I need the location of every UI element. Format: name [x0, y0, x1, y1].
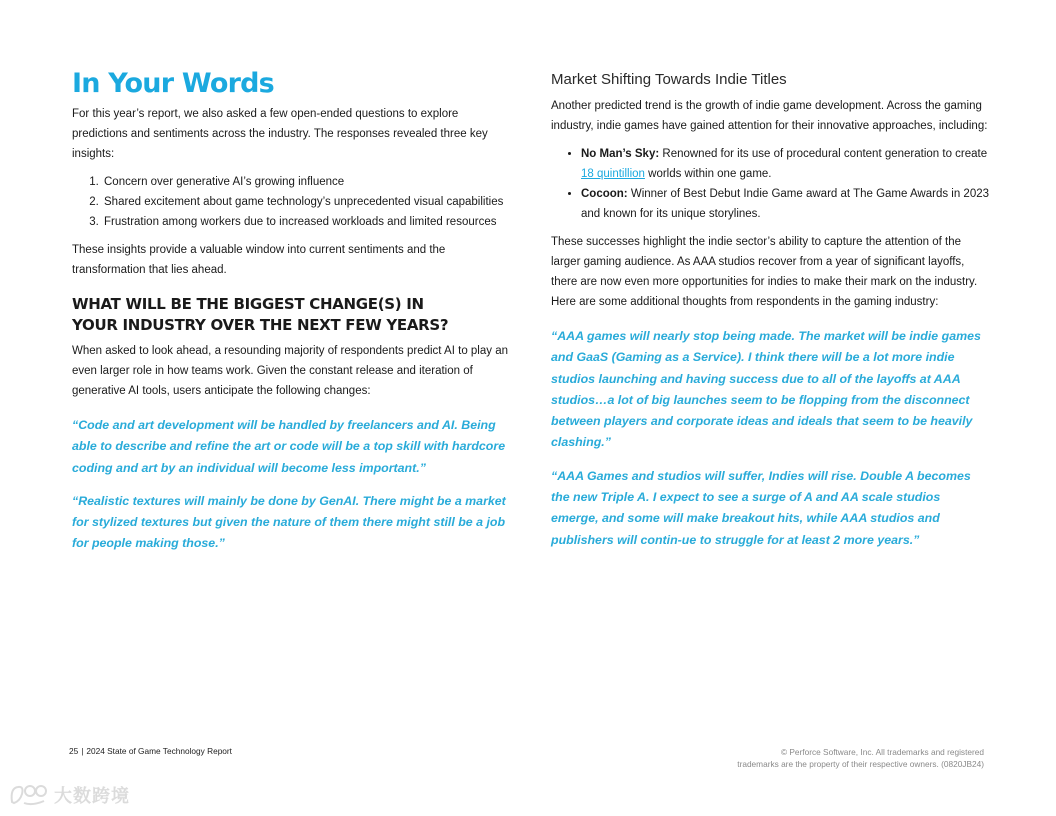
copyright-line-1: © Perforce Software, Inc. All trademarks and registered [780, 747, 984, 757]
quote-freelancers-ai: “Code and art development will be handled by freelancers and AI. Being able to describe and refine the art or code will be a top skill with hardcore coding and art by an individual will become less important.” [72, 418, 506, 475]
additional-thoughts: Here are some additional thoughts from respondents in the gaming industry: [551, 296, 939, 308]
right-column [551, 68, 991, 551]
page-title: In Your Words [72, 68, 274, 99]
page-number: 25 [69, 746, 79, 756]
bullet-no-mans-sky [581, 144, 991, 184]
successes-paragraph: These successes highlight the indie sector’s ability to capture the attention of the larger gaming audience. As AAA studios recover from a year of significant layoffs, there are now even more opportunities for indies to make their mark on the industry. [551, 236, 978, 288]
report-name: 2024 State of Game Technology Report [86, 746, 232, 756]
indie-intro: Another predicted trend is the growth of indie game development. Across the gaming industry, indie games have gained attention for their innovative approaches, including: [551, 100, 988, 132]
bullet-term: No Man’s Sky: [581, 148, 660, 160]
insight-item: 3. Frustration among workers due to increased workloads and limited resources [102, 212, 512, 232]
bullet-cocoon [581, 184, 991, 224]
section-heading-line-1: WHAT WILL BE THE BIGGEST CHANGE(S) IN [72, 295, 424, 313]
insight-item: 2. Shared excitement about game technology’s unprecedented visual capabilities [102, 192, 512, 212]
quote-indies-rise: “AAA Games and studios will suffer, Indies will rise. Double A becomes the new Triple A. I expect to see a surge of A and AA scale studios emerge, and some will make breakout hits, while AAA studios and publishers will contin-ue to struggle for at least 2 more years.” [551, 468, 971, 547]
section-heading [72, 294, 512, 335]
left-column [72, 68, 512, 555]
quote-aaa-games-stop: “AAA games will nearly stop being made. The market will be indie games and GaaS (Gaming as a Service). I think there will be a lot more indie studios launching and having success due to all of the layoffs at AAA studios…a lot of big launches seem to be flopping from the disconnect between players and corporate ideas and ideals that seem to be heavily clashing.” [551, 329, 981, 450]
bullet-text: Renowned for its use of procedural content generation to create [659, 148, 988, 160]
insight-item: 1. Concern over generative AI’s growing influence [102, 172, 512, 192]
quintillion-link[interactable]: 18 quintillion [581, 168, 645, 180]
copyright-line-2: trademarks are the property of their respective owners. (0820JB24) [737, 759, 984, 769]
watermark [8, 782, 130, 808]
insights-followup: These insights provide a valuable window into current sentiments and the transformation that lies ahead. [72, 244, 446, 276]
insights-list [72, 172, 512, 232]
footer-copyright [737, 746, 984, 770]
watermark-logo-icon [8, 782, 50, 808]
footer-separator: | [81, 746, 84, 756]
bullet-text: worlds within one game. [644, 168, 772, 180]
indie-subheading: Market Shifting Towards Indie Titles [551, 71, 787, 88]
watermark-text: 大数跨境 [54, 786, 130, 807]
bullet-text: Winner of Best Debut Indie Game award at The Game Awards in 2023 and known for its unique storylines. [581, 188, 990, 220]
intro-paragraph: For this year’s report, we also asked a few open-ended questions to explore predictions and sentiments across the industry. The responses revealed three key insights: [72, 108, 488, 160]
bullet-term: Cocoon: [581, 188, 628, 200]
section-body: When asked to look ahead, a resounding majority of respondents predict AI to play an even larger role in how teams work. Given the constant release and iteration of generative AI tools, users anticipate the following changes: [72, 345, 508, 397]
footer-page-info [69, 746, 232, 756]
section-heading-line-2: YOUR INDUSTRY OVER THE NEXT FEW YEARS? [72, 315, 449, 334]
indie-games-list [551, 144, 991, 224]
quote-genai-textures: “Realistic textures will mainly be done by GenAI. There might be a market for stylized textures but given the nature of them there might still be a job for people making those.” [72, 493, 506, 551]
